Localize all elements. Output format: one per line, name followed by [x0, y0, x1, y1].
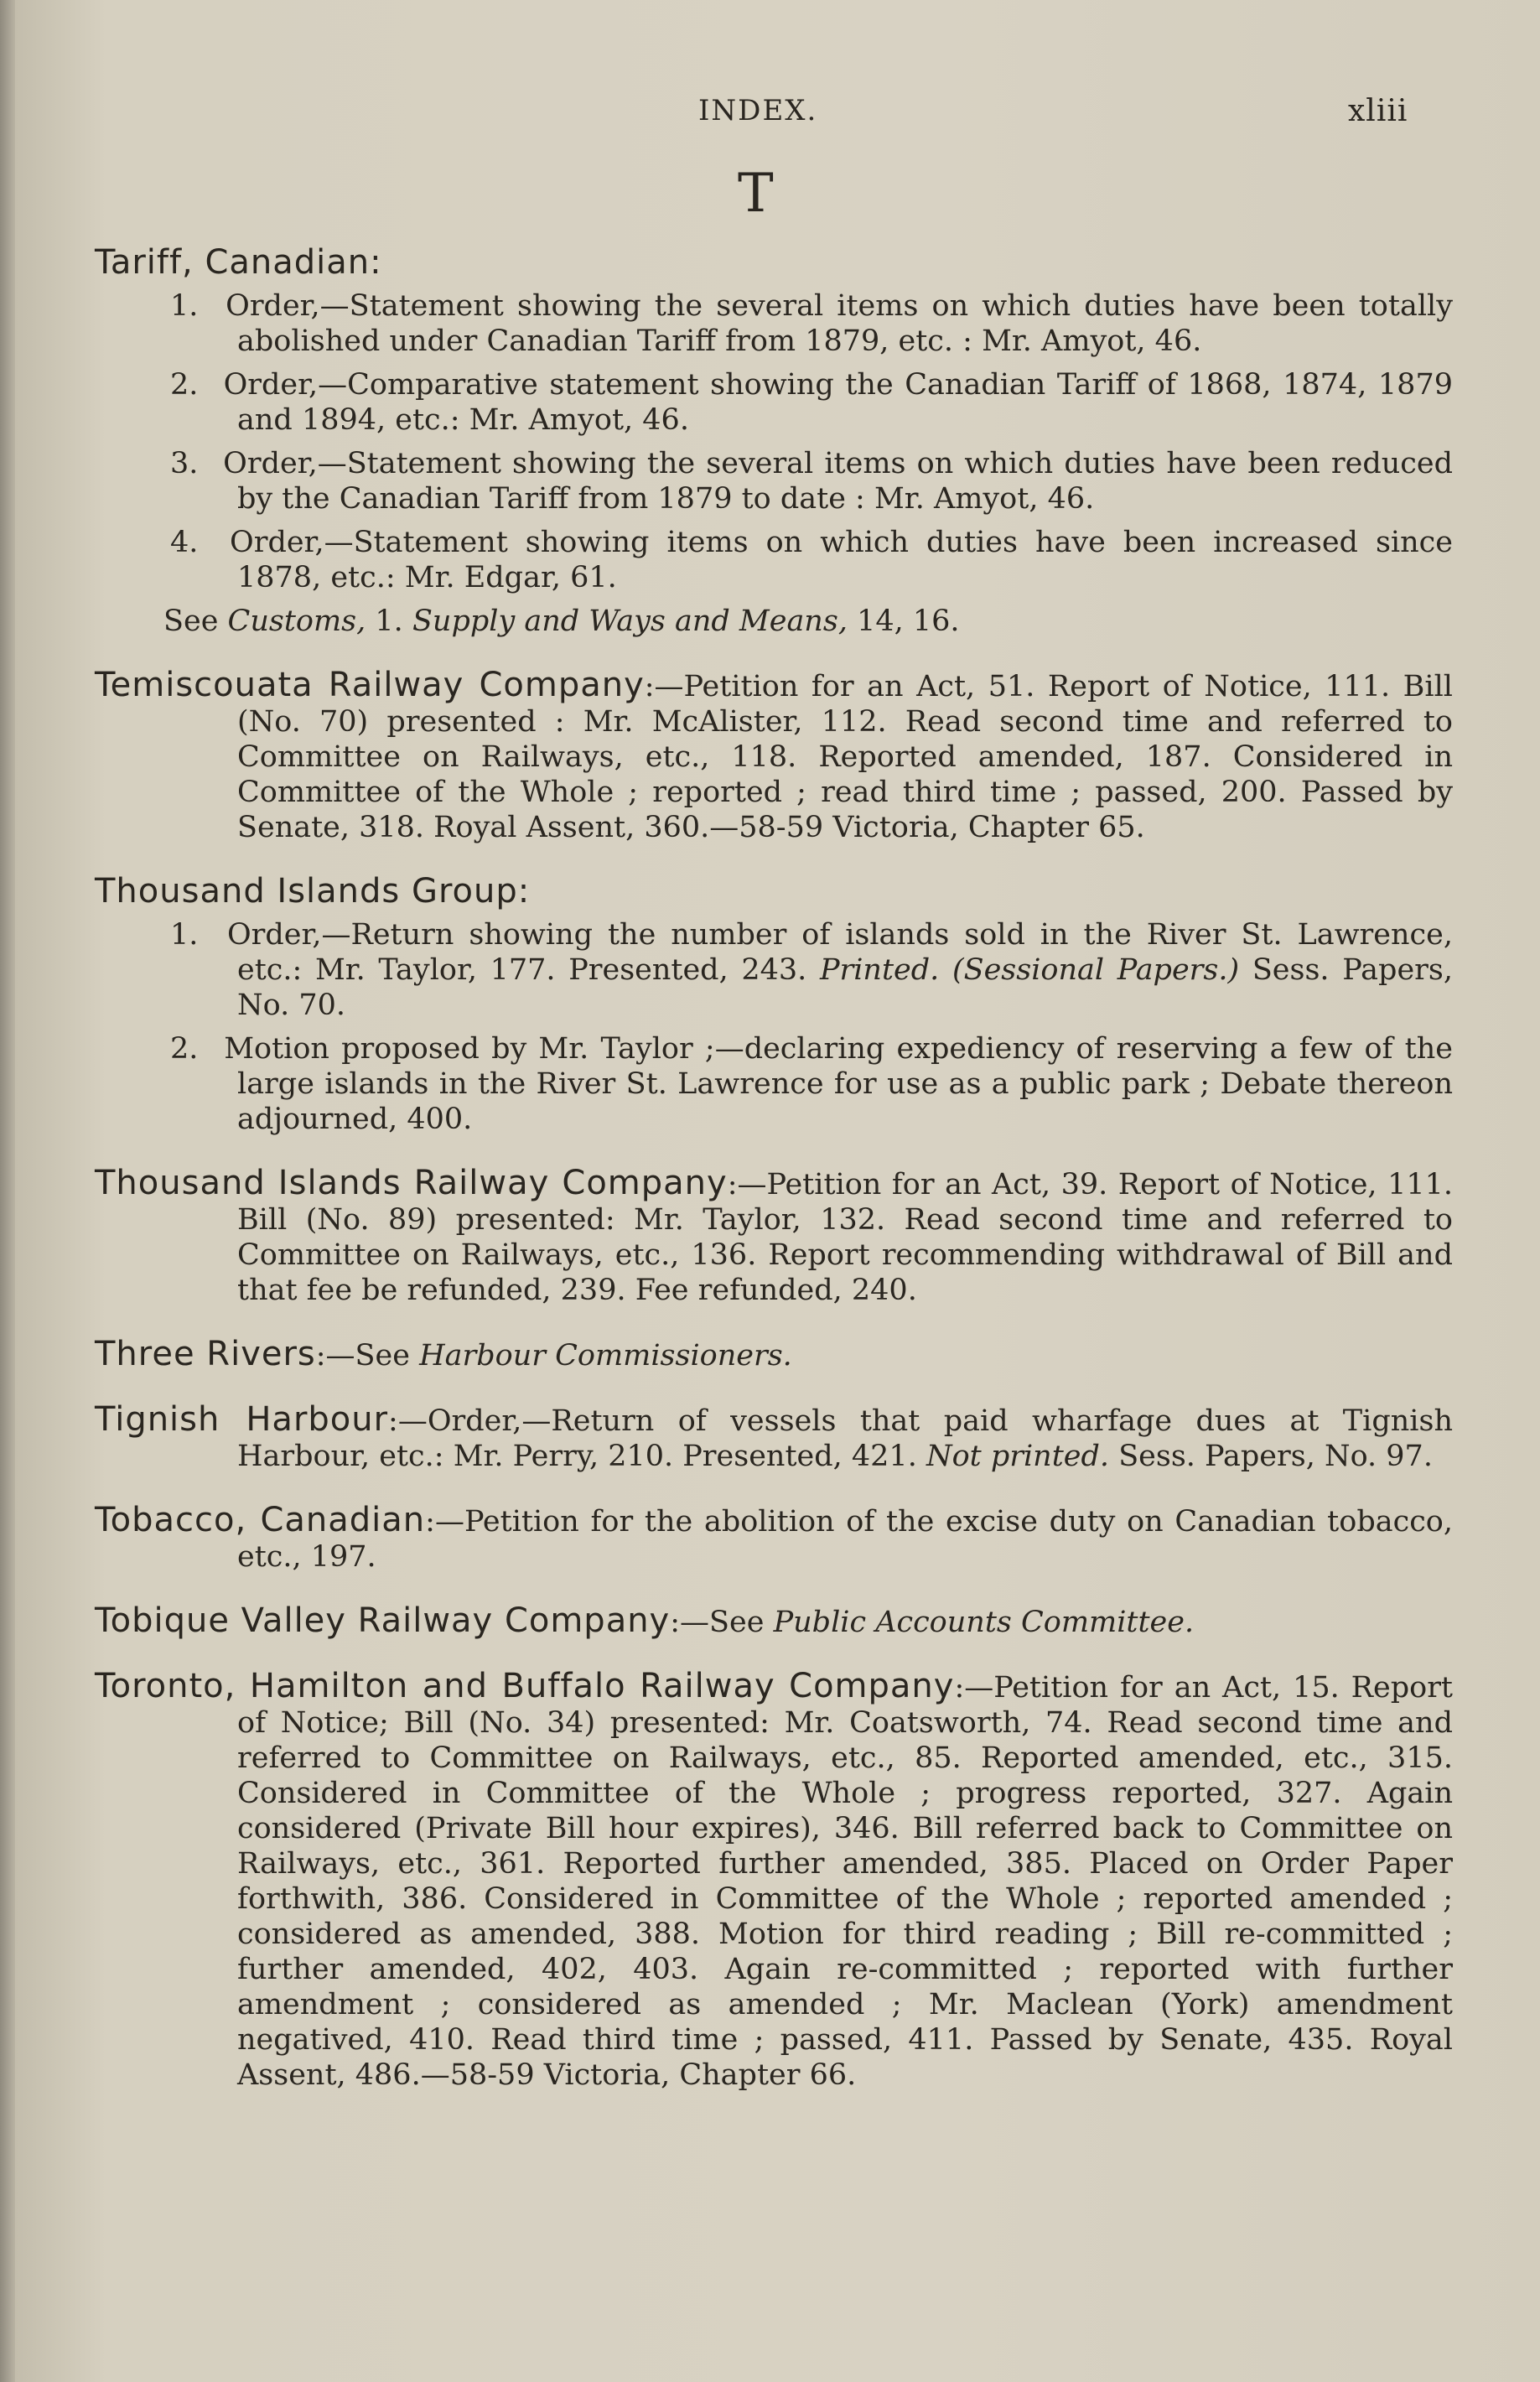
entry-text: :—See	[315, 1339, 410, 1373]
entry-text: :—See	[670, 1606, 765, 1639]
see-also-supply: Supply and Ways and Means,	[412, 605, 848, 638]
see-also-reference: See Customs, 1. Supply and Ways and Means, 14, 16.	[163, 605, 960, 638]
item-number: 1.	[170, 289, 199, 323]
index-entry-thousand-islands-group: Thousand Islands Group: 1. Order,—Return showing the number of islands sold in the River St. Lawrence, etc.: Mr. Taylor, 177. Presented, 243. Printed. (Sessional Papers.) Sess. Papers, No. 70. 2. Motion proposed by Mr. Taylor ;—declaring expediency of reserving a few of the large islands in the River St. Lawrence for use as a public park ; Debate thereon adjourned, 400.	[95, 872, 1453, 1136]
list-item	[95, 288, 1453, 359]
page-gutter-shadow	[0, 0, 15, 2382]
entry-heading: Temiscouata Railway Company	[95, 666, 645, 704]
entry-heading: Tobacco, Canadian	[95, 1501, 426, 1539]
list-item	[95, 525, 1453, 595]
entry-heading: Tariff, Canadian	[95, 243, 371, 282]
index-entry-toronto-hamilton-buffalo-railway	[95, 1668, 1453, 2093]
entry-heading: Tobique Valley Railway Company	[95, 1601, 671, 1640]
list-item	[95, 446, 1453, 516]
item-text: Motion proposed by Mr. Taylor ;—declaring expediency of reserving a few of the large islands in the River St. Lawrence for use as a public park ; Debate thereon adjourned, 400.	[224, 1032, 1453, 1136]
index-entries	[95, 245, 1453, 2121]
index-entry-three-rivers	[95, 1336, 1453, 1373]
list-item	[95, 367, 1453, 438]
entry-text: :—Petition for an Act, 39. Report of Notice, 111. Bill (No. 89) presented: Mr. Taylor, 132. Read second time and referred to Committee on Railways, etc., 136. Report recommending withdrawal of Bill and that fee be refunded, 239. Fee refunded, 240.	[237, 1168, 1453, 1307]
index-entry-thousand-islands-railway	[95, 1165, 1453, 1308]
page-number: xliii	[1348, 94, 1408, 128]
item-text: Order,—Statement showing items on which duties have been increased since 1878, etc.: Mr. Edgar, 61.	[230, 526, 1453, 594]
item-number: 2.	[170, 368, 199, 402]
index-entry-tignish-harbour: Tignish Harbour:—Order,—Return of vessels that paid wharfage dues at Tignish Harbour, etc.: Mr. Perry, 210. Presented, 421. Not printed. Sess. Papers, No. 97.	[95, 1400, 1453, 1473]
entry-text: :—Petition for an Act, 51. Report of Notice, 111. Bill (No. 70) presented : Mr. McAlister, 112. Read second time and referred to Committee on Railways, etc., 118. Reported amended, 187. Considered in Committee of the Whole ; reported ; read third time ; passed, 200. Passed by Senate, 318. Royal Assent, 360.—58-59 Victoria, Chapter 65.	[237, 670, 1453, 844]
see-also-customs: Customs,	[227, 605, 366, 638]
item-number: 3.	[170, 447, 199, 480]
section-letter: T	[738, 163, 774, 225]
index-page	[15, 0, 1540, 2382]
index-entry-tobacco-canadian	[95, 1502, 1453, 1575]
index-entry-temiscouata-railway	[95, 667, 1453, 845]
list-item	[95, 1031, 1453, 1137]
index-entry-tobique-valley-railway	[95, 1603, 1453, 1640]
item-text: Order,—Statement showing the several items on which duties have been totally abolished under Canadian Tariff from 1879, etc. : Mr. Amyot, 46.	[226, 289, 1453, 358]
entry-heading: Tignish Harbour	[95, 1400, 389, 1439]
item-text: Order,—Statement showing the several items on which duties have been reduced by the Canadian Tariff from 1879 to date : Mr. Amyot, 46.	[223, 447, 1453, 516]
item-number: 1.	[170, 918, 199, 952]
entry-item-list	[95, 288, 1453, 595]
see-also-public-accounts: Public Accounts Committee.	[773, 1606, 1195, 1639]
running-head-title: INDEX.	[698, 94, 818, 127]
item-text: Order,—Return showing the number of islands sold in the River St. Lawrence, etc.: Mr. Taylor, 177. Presented, 243.	[226, 918, 1453, 987]
item-text: Order,—Comparative statement showing the Canadian Tariff of 1868, 1874, 1879 and 1894, etc.: Mr. Amyot, 46.	[223, 368, 1453, 437]
running-head	[15, 94, 1540, 136]
entry-item-list	[95, 917, 1453, 1137]
index-entry-tariff-canadian: Tariff, Canadian: 1. Order,—Statement showing the several items on which duties have been totally abolished under Canadian Tariff from 1879, etc. : Mr. Amyot, 46. 2. Order,—Comparative statement showing the Canadian Tariff of 1868, 1874, 1879 and 1894, etc.: Mr. Amyot, 46. 3. Order,—Statement showing the several items on which duties have been reduced by the Canadian Tariff from 1879 to date : Mr. Amyot, 46. 4. Order,—Statement showing items on which duties have been increased since 1878, etc.: Mr. Edgar, 61. See Customs, 1. Supply and Ways and Means, 14, 16.	[95, 243, 1453, 638]
see-also-harbour-commissioners: Harbour Commissioners.	[419, 1339, 792, 1373]
item-number: 4.	[170, 526, 199, 559]
entry-heading: Toronto, Hamilton and Buffalo Railway Company	[95, 1667, 955, 1705]
entry-heading: Thousand Islands Railway Company	[95, 1164, 728, 1202]
entry-heading: Three Rivers	[95, 1335, 316, 1373]
entry-heading: Thousand Islands Group	[95, 872, 518, 911]
item-number: 2.	[170, 1032, 199, 1066]
list-item: 1. Order,—Return showing the number of islands sold in the River St. Lawrence, etc.: Mr. Taylor, 177. Presented, 243. Printed. (Sessional Papers.) Sess. Papers, No. 70.	[170, 918, 1453, 1022]
entry-text: :—Petition for the abolition of the excise duty on Canadian tobacco, etc., 197.	[237, 1505, 1453, 1574]
entry-text: :—Order,—Return of vessels that paid wharfage dues at Tignish Harbour, etc.: Mr. Perry, 210. Presented, 421.	[237, 1404, 1453, 1473]
entry-text: :—Petition for an Act, 15. Report of Notice; Bill (No. 34) presented: Mr. Coatsworth, 74. Read second time and referred to Committee on Railways, etc., 85. Reported amended, etc., 315. Considered in Committee of the Whole ; progress reported, 327. Again considered (Private Bill hour expires), 346. Bill referred back to Committee on Railways, etc., 361. Reported further amended, 385. Placed on Order Paper forthwith, 386. Considered in Committee of the Whole ; reported amended ; considered as amended, 388. Motion for third reading ; Bill re-committed ; further amended, 402, 403. Again re-committed ; reported with further amendment ; considered as amended ; Mr. Maclean (York) amendment negatived, 410. Read third time ; passed, 411. Passed by Senate, 435. Royal Assent, 486.—58-59 Victoria, Chapter 66.	[237, 1671, 1453, 2092]
